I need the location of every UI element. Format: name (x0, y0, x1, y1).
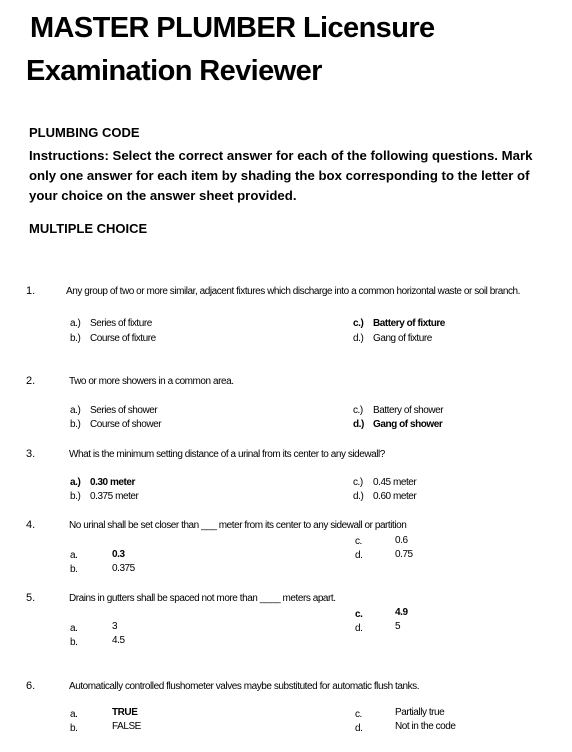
option-letter: d. (355, 723, 363, 734)
option-label: 4.5 (112, 635, 125, 646)
question-text: Drains in gutters shall be spaced not more than ____ meters apart. (69, 593, 336, 604)
option-label: Partially true (395, 707, 445, 718)
option-label: Series of fixture (90, 318, 152, 329)
option-label: TRUE (112, 707, 138, 718)
option-letter: c.) (353, 405, 363, 416)
option-letter: b. (70, 637, 78, 648)
question-text: No urinal shall be set closer than ___ meter from its center to any sidewall or partition (69, 520, 407, 531)
title-line-1: MASTER PLUMBER Licensure (30, 12, 435, 44)
question-number: 5. (26, 592, 36, 604)
option-letter: c. (355, 609, 363, 620)
option-letter: c.) (353, 318, 364, 329)
option-letter: c. (355, 536, 362, 547)
question-number: 2. (26, 375, 36, 387)
option-label: 0.6 (395, 535, 408, 546)
option-letter: d.) (353, 491, 364, 502)
subsection-heading: MULTIPLE CHOICE (29, 221, 148, 236)
question-text: Two or more showers in a common area. (69, 376, 234, 387)
option-label: 0.30 meter (90, 477, 135, 488)
section-heading: PLUMBING CODE (29, 125, 140, 140)
option-letter: b. (70, 723, 78, 734)
title-line-2: Examination Reviewer (26, 55, 322, 87)
option-label: Course of shower (90, 419, 162, 430)
option-letter: a. (70, 550, 78, 561)
option-letter: b.) (70, 491, 81, 502)
option-letter: a.) (70, 318, 81, 329)
option-label: Not in the code (395, 721, 456, 732)
option-letter: d.) (353, 419, 364, 430)
option-letter: b. (70, 564, 78, 575)
option-label: 0.375 (112, 563, 135, 574)
option-letter: a. (70, 623, 78, 634)
option-label: 3 (112, 621, 118, 632)
option-label: 5 (395, 621, 401, 632)
option-label: 0.60 meter (373, 491, 417, 502)
option-label: Course of fixture (90, 333, 156, 344)
option-letter: b.) (70, 333, 81, 344)
option-letter: a.) (70, 477, 81, 488)
question-text: Any group of two or more similar, adjacent fixtures which discharge into a common horizontal waste or soil branch. (66, 286, 520, 297)
option-label: 0.375 meter (90, 491, 139, 502)
question-number: 1. (26, 285, 36, 297)
option-letter: d. (355, 623, 363, 634)
question-number: 6. (26, 680, 36, 692)
question-text: Automatically controlled flushometer valves maybe substituted for automatic flush tanks. (69, 681, 420, 692)
option-letter: a.) (70, 405, 81, 416)
question-number: 4. (26, 519, 36, 531)
option-label: FALSE (112, 721, 141, 732)
option-label: Battery of fixture (373, 318, 445, 329)
instructions-text: Instructions: Select the correct answer for each of the following questions. Mark only one answer for each item by shading the box corresponding to the letter of your choice on the answer sheet provided. (29, 148, 533, 203)
option-letter: c.) (353, 477, 363, 488)
option-letter: d. (355, 550, 363, 561)
option-letter: a. (70, 709, 78, 720)
question-number: 3. (26, 448, 36, 460)
question-text: What is the minimum setting distance of a urinal from its center to any sidewall? (69, 449, 385, 460)
option-letter: c. (355, 709, 362, 720)
option-label: Gang of fixture (373, 333, 432, 344)
option-label: 0.75 (395, 549, 413, 560)
option-label: Battery of shower (373, 405, 444, 416)
option-label: 4.9 (395, 607, 408, 618)
option-label: 0.3 (112, 549, 125, 560)
option-label: Gang of shower (373, 419, 443, 430)
option-letter: d.) (353, 333, 364, 344)
option-label: 0.45 meter (373, 477, 417, 488)
option-letter: b.) (70, 419, 81, 430)
option-label: Series of shower (90, 405, 158, 416)
